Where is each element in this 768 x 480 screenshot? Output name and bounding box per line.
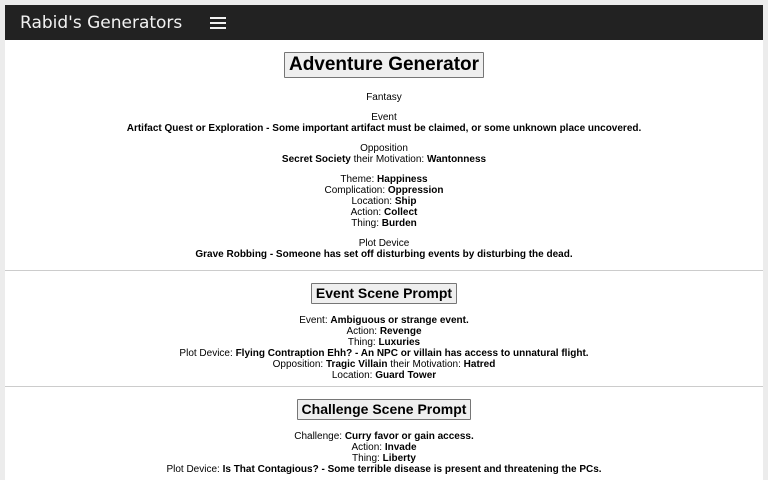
challenge-scene-prompt-button[interactable]: Challenge Scene Prompt	[297, 399, 472, 420]
action-label: Action:	[350, 207, 382, 218]
thing-value: Burden	[381, 218, 417, 229]
opposition-value: Secret Society	[281, 154, 351, 165]
main-content	[5, 40, 763, 480]
thing-value: Luxuries	[378, 337, 421, 348]
top-navbar	[5, 5, 763, 40]
motivation-value: Hatred	[463, 359, 496, 370]
challenge-label: Challenge:	[294, 431, 343, 442]
thing-label: Thing:	[352, 453, 380, 464]
location-value: Guard Tower	[375, 370, 437, 381]
location-label: Location:	[331, 370, 373, 381]
plot-device-value: Is That Contagious? - Some terrible disease is present and threatening the PCs.	[222, 464, 602, 475]
action-value: Collect	[384, 207, 418, 218]
event-scene-prompt-button[interactable]: Event Scene Prompt	[311, 283, 457, 304]
action-value: Revenge	[379, 326, 422, 337]
plot-device-value: Flying Contraption Ehh? - An NPC or villain has access to unnatural flight.	[235, 348, 589, 359]
opposition-label: Opposition	[360, 143, 408, 154]
adventure-section	[5, 40, 763, 270]
location-label: Location:	[351, 196, 393, 207]
opposition-label: Opposition:	[272, 359, 324, 370]
challenge-scene-section	[5, 387, 763, 475]
thing-label: Thing:	[347, 337, 376, 348]
theme-label: Theme:	[340, 174, 375, 185]
challenge-value: Curry favor or gain access.	[344, 431, 474, 442]
event-scene-section	[5, 271, 763, 386]
theme-value: Happiness	[377, 174, 428, 185]
location-value: Ship	[394, 196, 417, 207]
action-label: Action:	[351, 442, 383, 453]
event-value: Ambiguous or strange event.	[330, 315, 469, 326]
action-value: Invade	[384, 442, 417, 453]
plot-device-label: Plot Device	[358, 238, 410, 249]
complication-value: Oppression	[387, 185, 444, 196]
motivation-label: their Motivation:	[353, 154, 425, 165]
motivation-value: Wantonness	[427, 154, 487, 165]
event-label: Event:	[299, 315, 328, 326]
opposition-value: Tragic Villain	[326, 359, 388, 370]
hamburger-menu-icon[interactable]	[210, 17, 226, 29]
thing-value: Liberty	[382, 453, 416, 464]
event-label: Event	[371, 112, 397, 123]
plot-device-label: Plot Device:	[179, 348, 233, 359]
genre-text: Fantasy	[366, 92, 402, 103]
thing-label: Thing:	[351, 218, 379, 229]
plot-device-value: Grave Robbing - Someone has set off disturbing events by disturbing the dead.	[195, 249, 573, 260]
event-value: Artifact Quest or Exploration - Some important artifact must be claimed, or some unknown place uncovered.	[126, 123, 642, 134]
adventure-generator-button[interactable]: Adventure Generator	[284, 52, 484, 78]
complication-label: Complication:	[324, 185, 386, 196]
plot-device-label: Plot Device:	[166, 464, 220, 475]
action-label: Action:	[346, 326, 378, 337]
motivation-label: their Motivation:	[390, 359, 461, 370]
brand-link[interactable]: Rabid's Generators	[20, 12, 183, 33]
